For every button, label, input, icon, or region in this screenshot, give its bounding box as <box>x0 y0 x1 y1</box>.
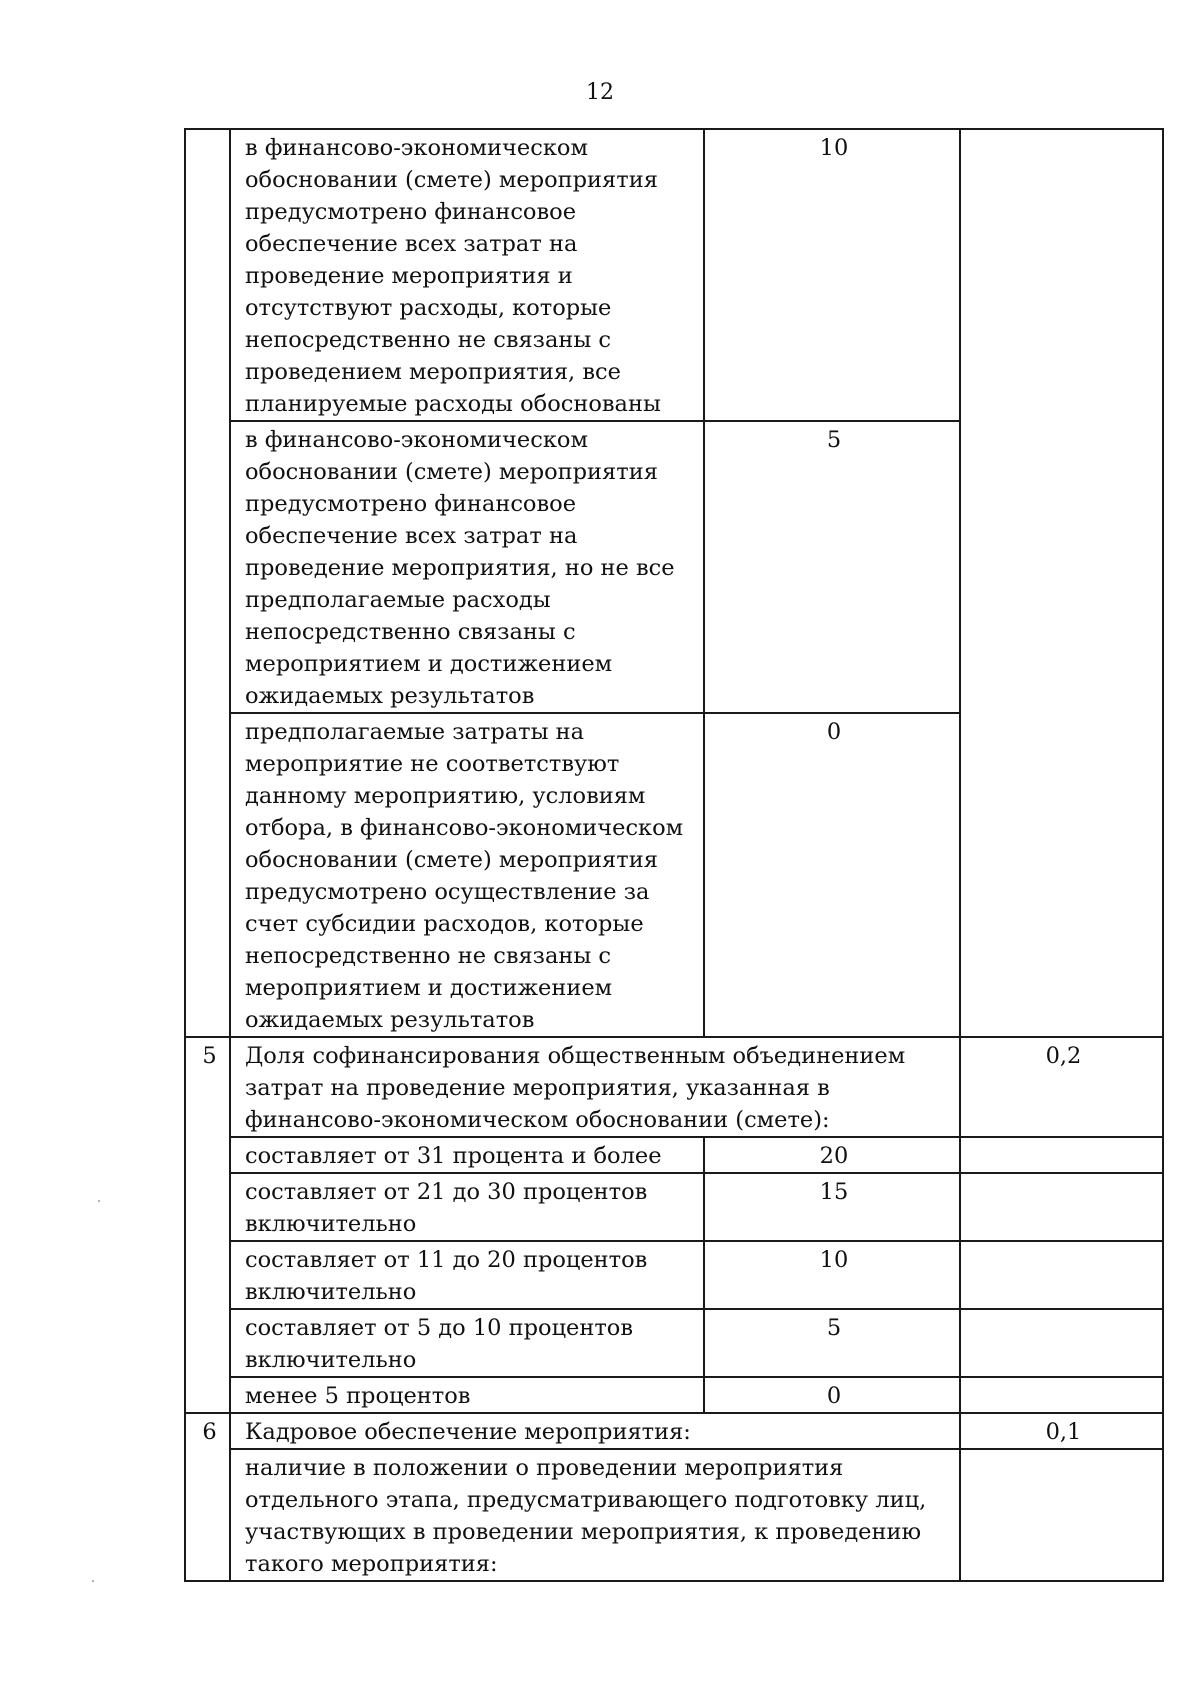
criterion-number-cell <box>185 713 230 1037</box>
weight-cell <box>960 1137 1163 1173</box>
table-row <box>185 1037 1163 1137</box>
criterion-weight: 0,2 <box>960 1037 1163 1137</box>
option-points: 0 <box>704 1377 960 1413</box>
option-points: 10 <box>704 129 960 421</box>
criterion-weight: 0,1 <box>960 1413 1163 1449</box>
table-row <box>185 1137 1163 1173</box>
weight-cell <box>960 421 1163 713</box>
option-points: 5 <box>704 421 960 713</box>
criterion-number-cell <box>185 129 230 421</box>
option-points: 20 <box>704 1137 960 1173</box>
weight-cell <box>960 1449 1163 1581</box>
criterion-title: Доля софинансирования общественным объединением затрат на проведение мероприятия, указанная в финансово-экономическом обосновании (смете): <box>230 1037 960 1137</box>
option-points: 5 <box>704 1309 960 1377</box>
criterion-number-cell <box>185 1449 230 1581</box>
weight-cell <box>960 1309 1163 1377</box>
criterion-number-cell <box>185 1137 230 1173</box>
weight-cell <box>960 1173 1163 1241</box>
weight-cell <box>960 129 1163 421</box>
table-row <box>185 421 1163 713</box>
option-text: предполагаемые затраты на мероприятие не соответствуют данному мероприятию, условиям отбора, в финансово-экономическом обосновании (смете) мероприятия предусмотрено осуществление за счет субсидии расходов, которые непосредственно не связаны с мероприятием и достижением ожидаемых результатов <box>230 713 704 1037</box>
criterion-number: 6 <box>185 1413 230 1449</box>
table-row <box>185 713 1163 1037</box>
table-row <box>185 1309 1163 1377</box>
criteria-table <box>184 128 1164 1582</box>
option-text: в финансово-экономическом обосновании (смете) мероприятия предусмотрено финансовое обеспечение всех затрат на проведение мероприятия, но не все предполагаемые расходы непосредственно связаны с мероприятием и достижением ожидаемых результатов <box>230 421 704 713</box>
weight-cell <box>960 1377 1163 1413</box>
weight-cell <box>960 713 1163 1037</box>
criterion-number: 5 <box>185 1037 230 1137</box>
weight-cell <box>960 1241 1163 1309</box>
criterion-number-cell <box>185 1173 230 1241</box>
option-points: 0 <box>704 713 960 1037</box>
criterion-subtitle: наличие в положении о проведении мероприятия отдельного этапа, предусматривающего подготовку лиц, участвующих в проведении мероприятия, к проведению такого мероприятия: <box>230 1449 960 1581</box>
table-row <box>185 1413 1163 1449</box>
table-row <box>185 129 1163 421</box>
option-points: 10 <box>704 1241 960 1309</box>
page-number: 12 <box>586 80 614 105</box>
scan-speck <box>98 1200 100 1202</box>
option-text: менее 5 процентов <box>230 1377 704 1413</box>
criterion-number-cell <box>185 1241 230 1309</box>
option-text: составляет от 21 до 30 процентов включительно <box>230 1173 704 1241</box>
option-text: в финансово-экономическом обосновании (смете) мероприятия предусмотрено финансовое обеспечение всех затрат на проведение мероприятия и отсутствуют расходы, которые непосредственно не связаны с проведением мероприятия, все планируемые расходы обоснованы <box>230 129 704 421</box>
table-row <box>185 1377 1163 1413</box>
option-points: 15 <box>704 1173 960 1241</box>
option-text: составляет от 31 процента и более <box>230 1137 704 1173</box>
scan-speck <box>92 1580 94 1582</box>
option-text: составляет от 5 до 10 процентов включительно <box>230 1309 704 1377</box>
table-row <box>185 1241 1163 1309</box>
criterion-title: Кадровое обеспечение мероприятия: <box>230 1413 960 1449</box>
table-row <box>185 1449 1163 1581</box>
option-text: составляет от 11 до 20 процентов включительно <box>230 1241 704 1309</box>
criterion-number-cell <box>185 421 230 713</box>
criterion-number-cell <box>185 1377 230 1413</box>
criterion-number-cell <box>185 1309 230 1377</box>
table-row <box>185 1173 1163 1241</box>
